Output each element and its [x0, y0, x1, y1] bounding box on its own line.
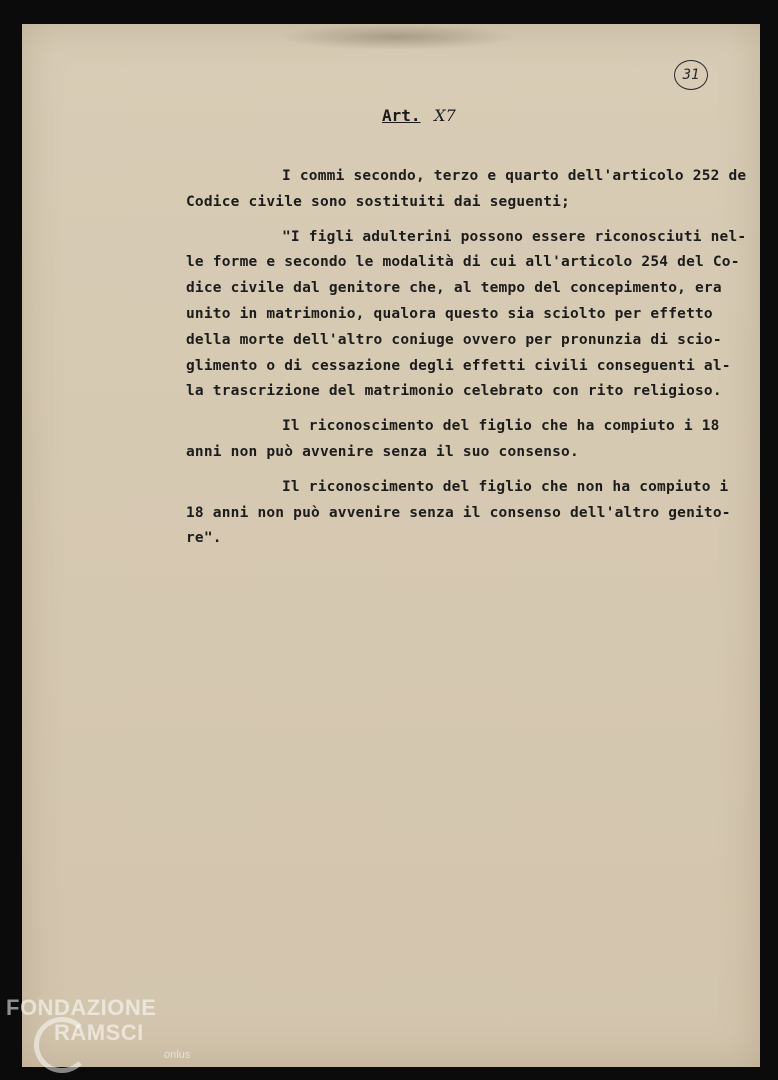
text-line: Il riconoscimento del figlio che ha compiuto i 18 — [282, 418, 720, 435]
text-line: le forme e secondo le modalità di cui all'articolo 254 del Co- — [186, 254, 740, 271]
article-title — [382, 106, 456, 125]
text-line: dice civile dal genitore che, al tempo del concepimento, era — [186, 280, 722, 297]
document-page — [22, 24, 760, 1067]
text-line: 18 anni non può avvenire senza il consenso dell'altro genito- — [186, 504, 731, 521]
text-line: re". — [186, 530, 222, 547]
article-label: Art. — [382, 106, 421, 125]
text-line: della morte dell'altro coniuge ovvero per pronunzia di scio- — [186, 331, 722, 348]
text-line: Codice civile sono sostituiti dai seguenti; — [186, 193, 570, 210]
text-line: glimento o di cessazione degli effetti civili conseguenti al- — [186, 357, 731, 374]
watermark-suffix: onlus — [164, 1049, 191, 1061]
watermark-logo — [6, 995, 206, 1075]
text-line: Il riconoscimento del figlio che non ha compiuto i — [282, 478, 729, 495]
paper-stain — [277, 24, 517, 50]
text-line: unito in matrimonio, qualora questo sia sciolto per effetto — [186, 305, 713, 322]
text-line: anni non può avvenire senza il suo consenso. — [186, 443, 579, 460]
text-line: "I figli adulterini possono essere riconosciuti nel- — [282, 228, 747, 245]
text-line: I commi secondo, terzo e quarto dell'articolo 252 de — [282, 168, 747, 184]
text-line: la trascrizione del matrimonio celebrato con rito religioso. — [186, 383, 722, 400]
page-number: 31 — [674, 60, 708, 90]
watermark-line1: FONDAZIONE — [6, 995, 157, 1020]
article-number: X7 — [434, 106, 456, 125]
watermark-line2: RAMSCI — [54, 1020, 144, 1045]
article-body — [186, 164, 776, 552]
